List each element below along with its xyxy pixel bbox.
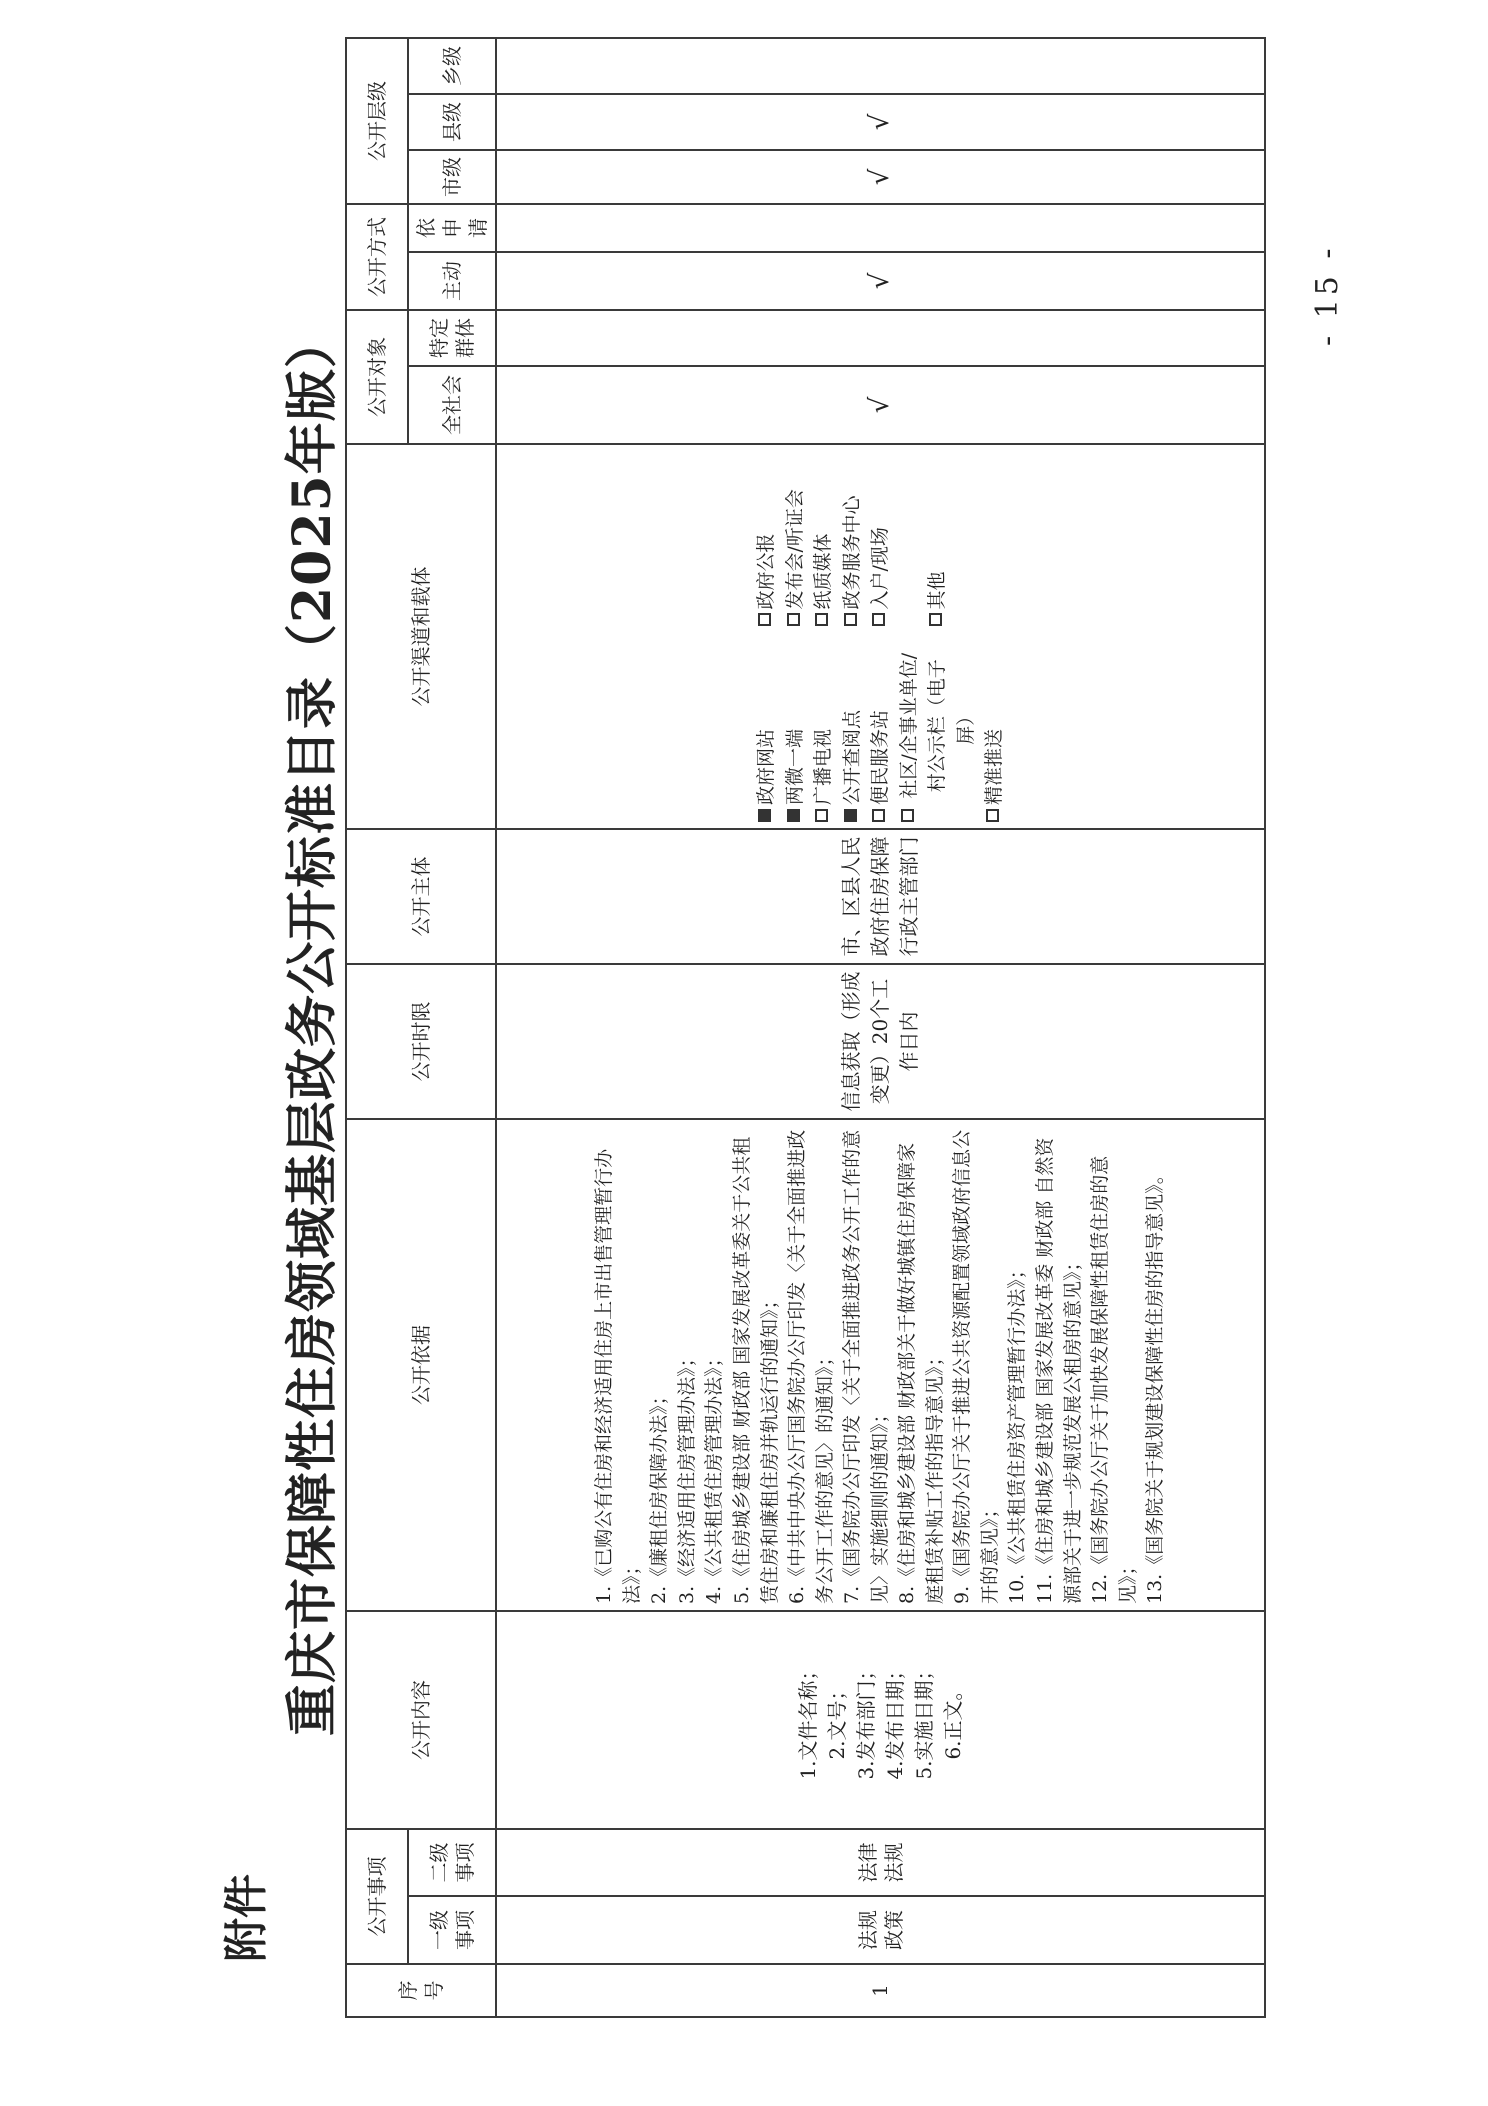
catalog-table [345,37,1266,2018]
channel-label: 社区/企事业单位/村公示栏（电子屏） [897,652,977,799]
checkmark-icon: √ [864,272,895,290]
channel-label: 纸质媒体 [812,533,835,610]
check-level-county [496,94,1265,150]
header-level-city: 市级 [408,150,496,204]
unchecked-box-icon [986,809,999,822]
cell-content [496,1611,1265,1829]
cell-time-limit: 信息获取（形成变更）20个工作日内 [496,964,1265,1119]
list-item: 6.正文。 [940,1680,965,1760]
unchecked-box-icon [929,614,942,627]
cell-seq: 1 [496,1964,1265,2017]
check-target-specific [496,310,1265,366]
list-item: 1.《已购公有住房和经济适用住房上市出售管理暂行办法》； [593,1148,643,1604]
channel-label: 精准推送 [983,728,1006,805]
channel-list [752,451,1009,822]
channel-label: 政务服务中心 [840,495,863,610]
unchecked-box-icon [901,809,914,822]
header-item-group: 公开事项 [346,1829,408,1964]
page-title: 重庆市保障性住房领域基层政务公开标准目录（2025年版） [282,315,343,1736]
table-row [496,38,1265,2017]
header-method-request: 依申请 [408,204,496,252]
list-item: 9.《国务院办公厅关于推进公共资源配置领域政府信息公开的意见》； [951,1129,1001,1604]
check-level-city [496,150,1265,204]
list-item: 3.发布部门； [853,1660,878,1780]
list-item: 6.《中共中央办公厅国务院办公厅印发〈关于全面推进政务公开工作的意见〉的通知》； [786,1129,836,1604]
checkmark-icon: √ [864,396,895,414]
checked-box-icon [844,809,857,822]
header-time-limit: 公开时限 [346,964,496,1119]
check-level-town [496,38,1265,94]
basis-list [591,1126,1169,1604]
list-item: 3.《经济适用住房管理办法》； [675,1348,698,1604]
list-item: 10.《公共租赁住房资产管理暂行办法》； [1006,1260,1029,1604]
header-method-active: 主动 [408,252,496,310]
channel-option [809,647,838,823]
channel-label: 政府网站 [755,728,778,805]
channel-label: 入户/现场 [869,527,892,610]
list-item: 5.实施日期； [911,1660,936,1780]
channel-option [866,451,895,627]
header-content: 公开内容 [346,1611,496,1829]
unchecked-box-icon [872,614,885,627]
page-number: - 15 - [1310,244,1345,346]
header-level-county: 县级 [408,94,496,150]
cell-subject: 市、区县人民政府住房保障行政主管部门 [496,829,1265,964]
channel-label: 广播电视 [812,728,835,805]
header-subject: 公开主体 [346,829,496,964]
channel-column-left [752,647,1009,823]
header-seq: 序号 [346,1964,496,2017]
list-item: 13.《国务院关于规划建设保障性住房的指导意见》。 [1144,1165,1167,1604]
channel-option [838,451,867,627]
header-level-group: 公开层级 [346,38,408,204]
channel-option [923,451,952,627]
header-level1: 一级事项 [408,1896,496,1964]
header-basis: 公开依据 [346,1119,496,1611]
content-list [794,1618,968,1822]
channel-option [895,647,981,823]
list-item: 5.《住房城乡建设部 财政部 国家发展改革委关于公共租赁住房和廉租住房并轨运行的通知》； [730,1136,781,1604]
channel-option [980,647,1009,823]
check-target-public [496,366,1265,444]
header-target-specific: 特定群体 [408,310,496,366]
checked-box-icon [758,809,771,822]
channel-label: 政府公报 [755,533,778,610]
unchecked-box-icon [787,614,800,627]
unchecked-box-icon [815,614,828,627]
list-item: 2.文号； [824,1680,849,1760]
checkmark-icon: √ [864,113,895,131]
checked-box-icon [787,809,800,822]
check-method-active [496,252,1265,310]
channel-column-right [752,451,1009,627]
channel-option [752,451,781,627]
channel-label: 其他 [926,571,949,610]
list-item: 1.文件名称； [795,1660,820,1780]
header-level2: 二级事项 [408,1829,496,1896]
unchecked-box-icon [815,809,828,822]
list-item: 4.《公共租赁住房管理办法》； [703,1348,726,1604]
channel-label: 发布会/听证会 [783,489,806,610]
list-item: 7.《国务院办公厅印发〈关于全面推进政务公开工作的意见〉实施细则的通知》； [841,1129,891,1604]
channel-label: 两微一端 [783,728,806,805]
list-item: 11.《住房和城乡建设部 国家发展改革委 财政部 自然资源部关于进一步规范发展公租房的意见》； [1034,1137,1084,1604]
unchecked-box-icon [872,809,885,822]
channel-label: 公开查阅点 [840,709,863,805]
channel-option [809,451,838,627]
cell-level2: 法律法规 [496,1829,1265,1896]
unchecked-box-icon [758,614,771,627]
header-target-public: 全社会 [408,366,496,444]
channel-option [838,647,867,823]
check-method-request [496,204,1265,252]
channel-option [781,647,810,823]
header-method-group: 公开方式 [346,204,408,310]
header-channels: 公开渠道和载体 [346,444,496,829]
list-item: 4.发布日期； [882,1660,907,1780]
list-item: 2.《廉租住房保障办法》； [648,1386,671,1604]
list-item: 8.《住房和城乡建设部 财政部关于做好城镇住房保障家庭租赁补贴工作的指导意见》； [896,1142,946,1604]
unchecked-box-icon [844,614,857,627]
header-level-town: 乡级 [408,38,496,94]
cell-channels [496,444,1265,829]
channel-option [781,451,810,627]
header-target-group: 公开对象 [346,310,408,444]
checkmark-icon: √ [864,168,895,186]
channel-option [752,647,781,823]
list-item: 12.《国务院办公厅关于加快发展保障性租赁住房的意见》； [1089,1155,1139,1604]
attachment-label: 附件 [221,1874,272,1962]
channel-option [866,647,895,823]
channel-label: 便民服务站 [869,709,892,805]
cell-level1: 法规政策 [496,1896,1265,1964]
cell-basis [496,1119,1265,1611]
